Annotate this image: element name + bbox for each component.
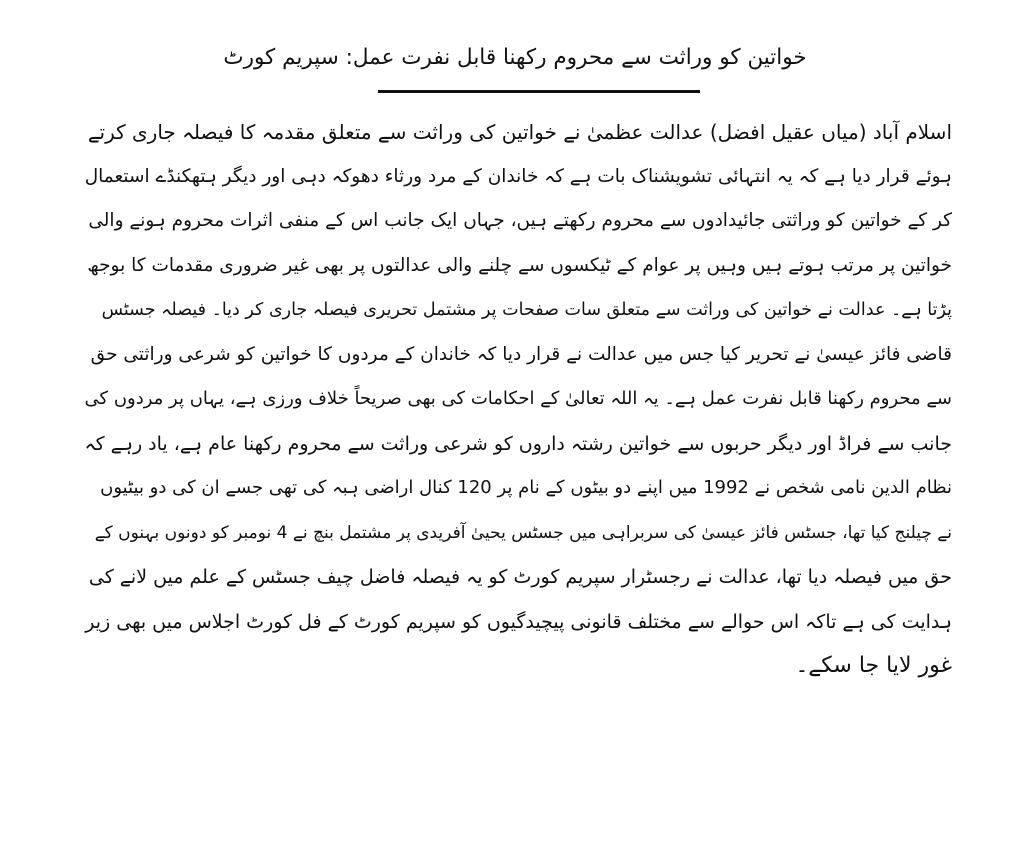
- article-line: کر کے خواتین کو وراثتی جائیدادوں سے محروم رکھتے ہیں، جہاں ایک جانب اس کے منفی اثرات محروم ہونے والی: [88, 210, 952, 231]
- article-line: غور لایا جا سکے۔: [795, 653, 952, 678]
- article-line: نظام الدین نامی شخص نے 1992 میں اپنے دو بیٹوں کے نام پر 120 کنال اراضی ہبہ کی تھی جسے ان کی دو بیٹیوں: [100, 477, 952, 498]
- article-body: [80, 110, 952, 689]
- article-line: نے چیلنج کیا تھا، جسٹس فائز عیسیٰ کی سربراہی میں جسٹس یحییٰ آفریدی پر مشتمل بنچ نے 4 نومبر کو دونوں بہنوں کے: [94, 522, 952, 543]
- article-line: خواتین پر مرتب ہوتے ہیں وہیں پر عوام کے ٹیکسوں سے چلنے والی عدالتوں پر بھی غیر ضروری مقدمات کا بوجھ: [87, 254, 952, 276]
- article-line: سے محروم رکھنا قابل نفرت عمل ہے۔ یہ اللہ تعالیٰ کے احکامات کی بھی صریحاً خلاف ورزی ہے، یہاں پر مردوں کی: [84, 388, 952, 409]
- article-line: قاضی فائز عیسیٰ نے تحریر کیا جس میں عدالت نے قرار دیا کہ خاندان کے مردوں کا خواتین کو شرعی وراثتی حق: [90, 343, 952, 365]
- article-line: ہدایت کی ہے تاکہ اس حوالے سے مختلف قانونی پیچیدگیوں کو سپریم کورٹ کے فل کورٹ اجلاس میں بھی زیر: [85, 610, 952, 633]
- article-line: اسلام آباد (میاں عقیل افضل) عدالت عظمیٰ نے خواتین کی وراثت سے متعلق مقدمہ کا فیصلہ جاری کرتے: [87, 120, 952, 144]
- article-line: حق میں فیصلہ دیا تھا، عدالت نے رجسٹرار سپریم کورٹ کو یہ فیصلہ فاضل چیف جسٹس کے علم میں لانے کی: [88, 566, 952, 588]
- article-line: پڑتا ہے۔ عدالت نے خواتین کی وراثت سے متعلق سات صفحات پر مشتمل تحریری فیصلہ جاری کر دیا۔ فیصلہ جسٹس: [101, 300, 952, 320]
- article-line: جانب سے فراڈ اور دیگر حربوں سے خواتین رشتہ داروں کو شرعی وراثت سے محروم رکھنا عام ہے، یاد رہے کہ: [84, 432, 952, 455]
- headline-underline: [378, 90, 700, 93]
- headline: خواتین کو وراثت سے محروم رکھنا قابل نفرت عمل: سپریم کورٹ: [223, 45, 807, 70]
- article-line: ہوئے قرار دیا ہے کہ یہ انتہائی تشویشناک بات ہے کہ خاندان کے مرد ورثاء دھوکہ دہی اور دیگر ہتھکنڈے استعمال: [84, 165, 952, 187]
